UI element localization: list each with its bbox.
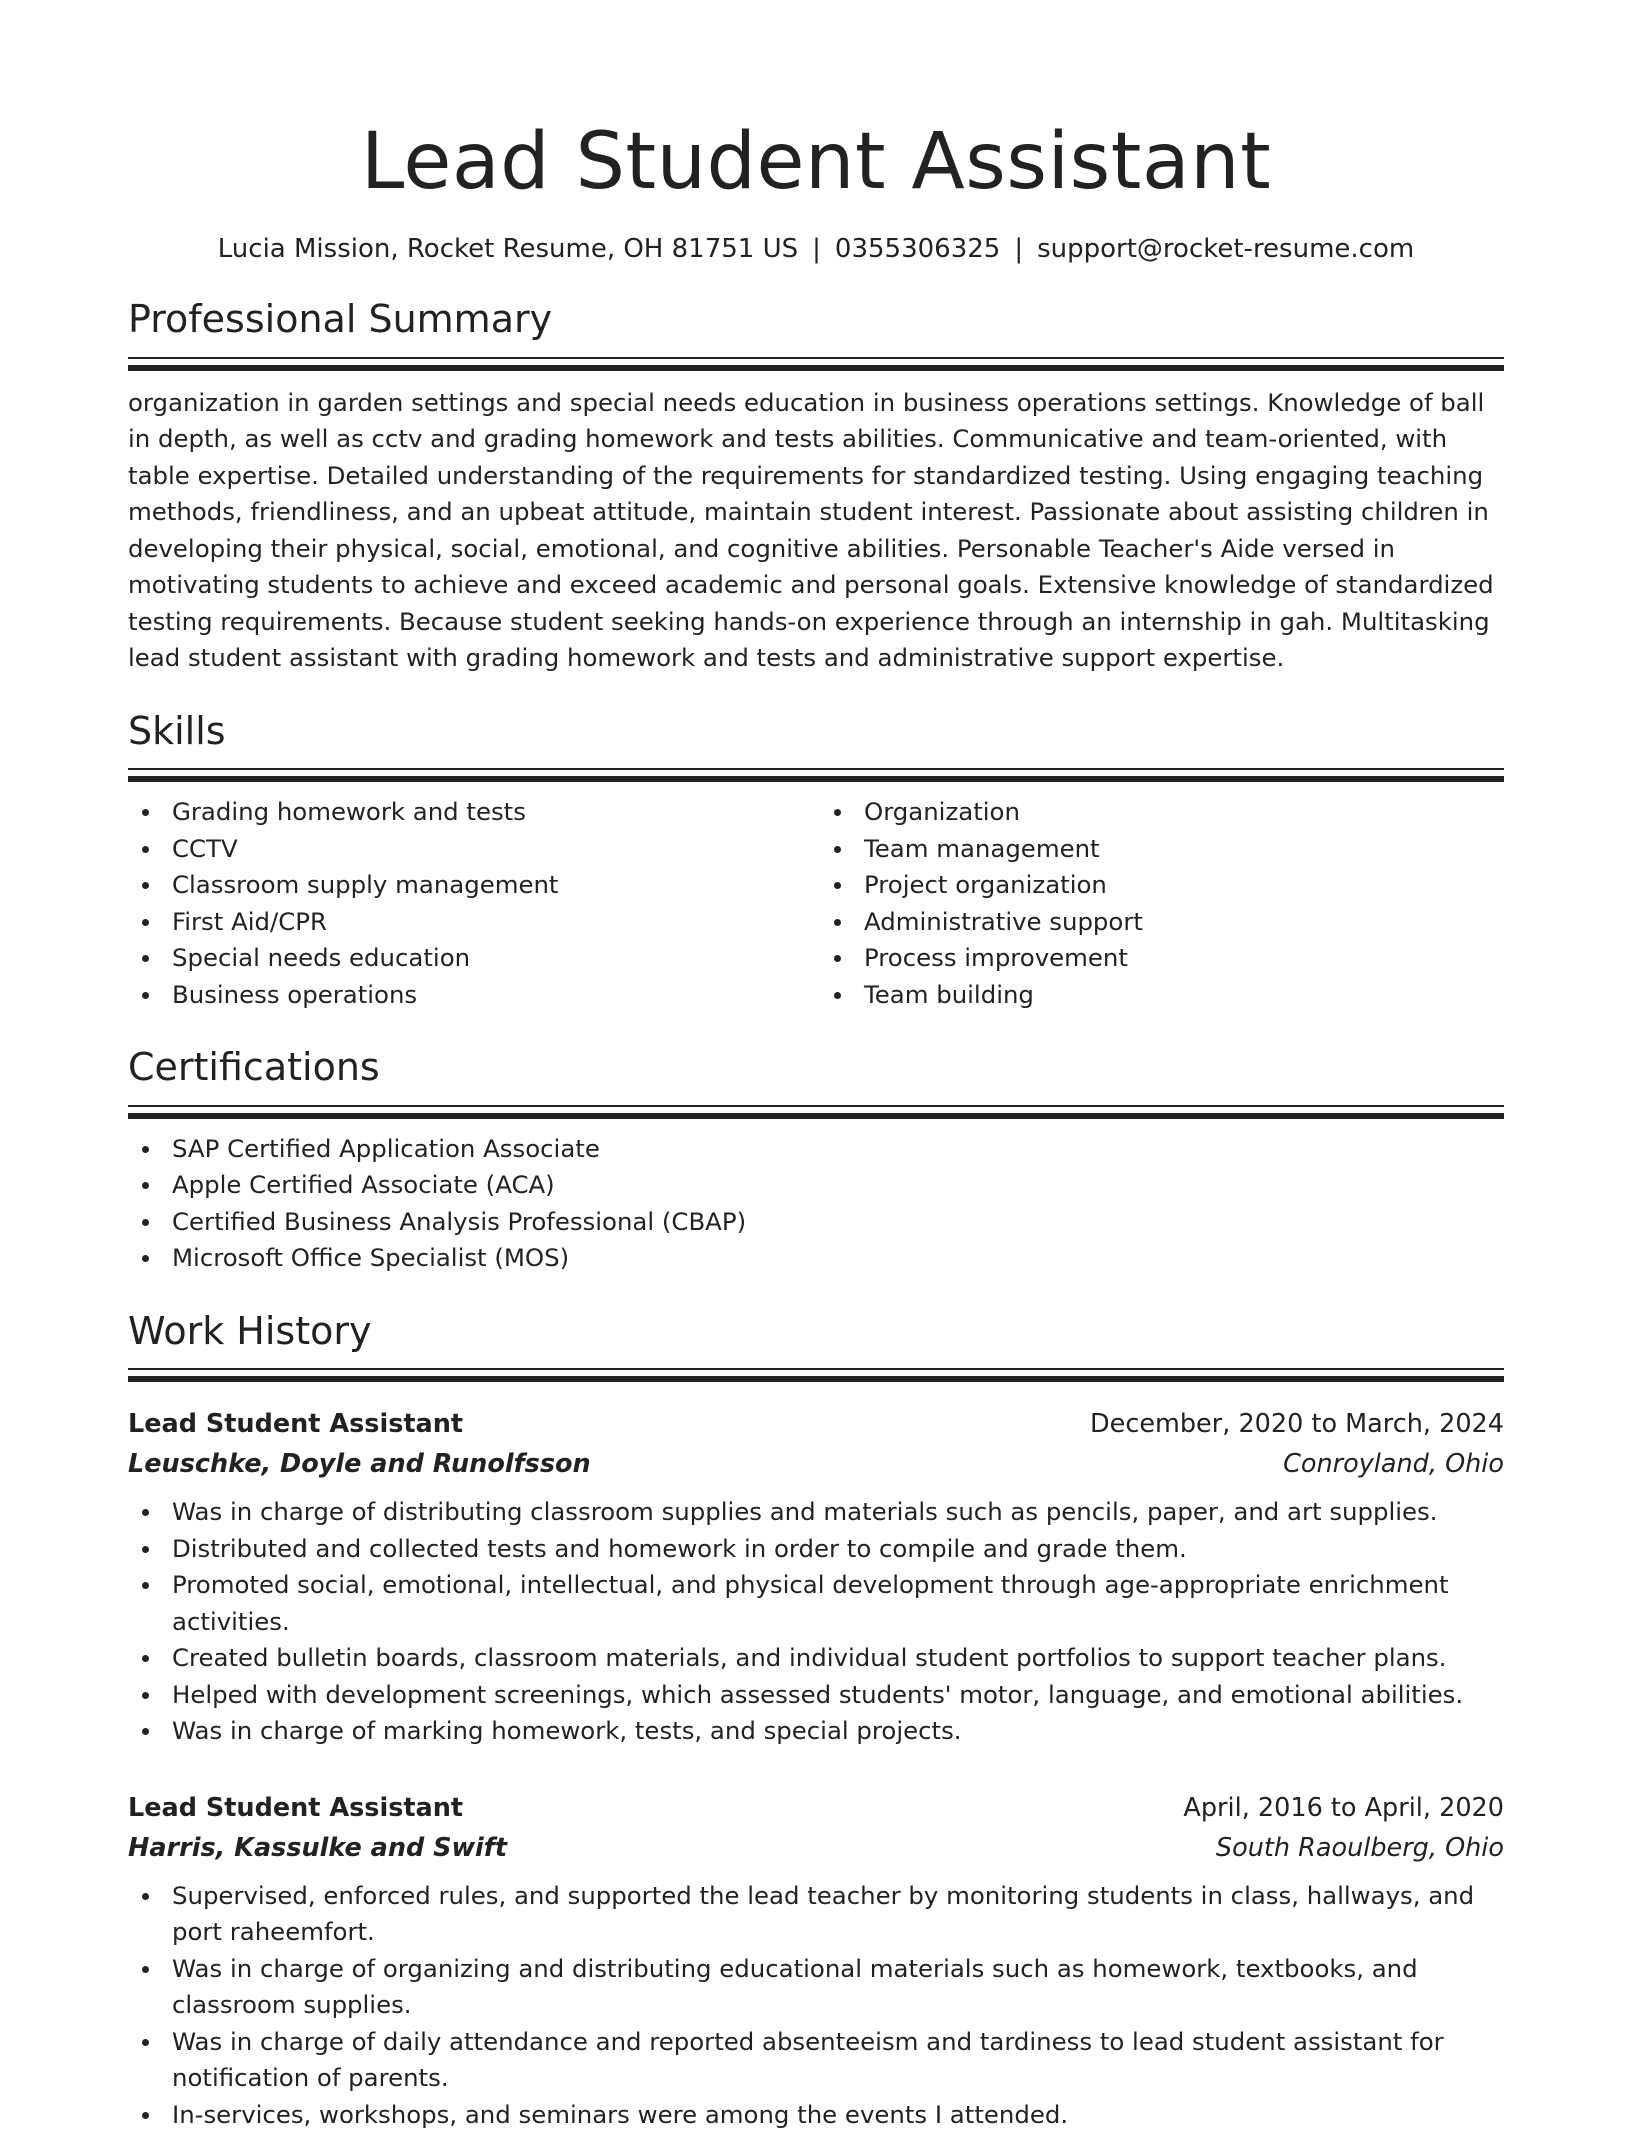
job-bullet: Was in charge of distributing classroom supplies and materials such as pencils, paper, and art supplies.	[128, 1494, 1504, 1531]
summary-text: organization in garden settings and special needs education in business operations settings. Knowledge of ball in depth, as well as cctv and grading homework and tests abilities. Communicative and team-oriented, with table expertise. Detailed understanding of the requirements for standardized testing. Using engaging teaching methods, friendliness, and an upbeat attitude, maintain student interest. Passionate about assisting children in developing their physical, social, emotional, and cognitive abilities. Personable Teacher's Aide versed in motivating students to achieve and exceed academic and personal goals. Extensive knowledge of standardized testing requirements. Because student seeking hands-on experience through an internship in gah. Multitasking lead student assistant with grading homework and tests and administrative support expertise.	[128, 387, 1494, 673]
section-professional-summary	[128, 297, 1504, 677]
job-dates: December, 2020 to March, 2024	[1090, 1409, 1504, 1440]
job-company: Harris, Kassulke and Swift	[128, 1832, 508, 1863]
section-title: Certifications	[128, 1045, 380, 1090]
skill-item: Business operations	[128, 977, 816, 1014]
job-title: Lead Student Assistant	[128, 1792, 464, 1823]
job-company-row	[128, 1828, 1504, 1868]
skill-item: Classroom supply management	[128, 867, 816, 904]
job-dates: April, 2016 to April, 2020	[1183, 1792, 1504, 1823]
job-bullets	[128, 1494, 1504, 1750]
skill-item: Organization	[820, 794, 1504, 831]
skill-item: Team building	[820, 977, 1504, 1014]
job-bullet: Created bulletin boards, classroom materials, and individual student portfolios to support teacher plans.	[128, 1640, 1504, 1677]
section-title: Skills	[128, 708, 226, 753]
certifications-list	[128, 1131, 1504, 1277]
job-bullet: Was in charge of organizing and distributing educational materials such as homework, textbooks, and classroom supplies.	[128, 1951, 1504, 2024]
contact-separator: |	[812, 233, 821, 264]
job-bullet: Was in charge of marking homework, tests, and special projects.	[128, 1713, 1504, 1750]
job-company: Leuschke, Doyle and Runolfsson	[128, 1449, 591, 1480]
job-bullet: Distributed and collected tests and homework in order to compile and grade them.	[128, 1531, 1504, 1568]
contact-line	[128, 234, 1504, 265]
job-bullet: Was in charge of daily attendance and reported absenteeism and tardiness to lead student assistant for notification of parents.	[128, 2024, 1504, 2097]
skill-item: Process improvement	[820, 940, 1504, 977]
job-header-row	[128, 1404, 1504, 1444]
certification-item: SAP Certified Application Associate	[128, 1131, 1504, 1168]
job-bullet: Supervised, enforced rules, and supported the lead teacher by monitoring students in class, hallways, and port raheemfort.	[128, 1878, 1504, 1951]
section-title: Work History	[128, 1308, 372, 1353]
certification-item: Certified Business Analysis Professional (CBAP)	[128, 1204, 1504, 1241]
contact-email: support@rocket-resume.com	[1037, 233, 1415, 264]
skill-item: Team management	[820, 831, 1504, 868]
job-company-row	[128, 1444, 1504, 1484]
contact-address: Lucia Mission, Rocket Resume, OH 81751 US	[217, 233, 799, 264]
section-divider	[128, 768, 1504, 782]
section-certifications	[128, 1045, 1504, 1277]
job-title: Lead Student Assistant	[128, 1409, 464, 1440]
resume-name: Lead Student Assistant	[360, 117, 1272, 207]
job-bullet: Promoted social, emotional, intellectual, and physical development through age-appropriate enrichment activities.	[128, 1567, 1504, 1640]
skill-item: Grading homework and tests	[128, 794, 816, 831]
section-divider	[128, 1105, 1504, 1119]
skill-item: Special needs education	[128, 940, 816, 977]
job-bullet: Helped with development screenings, which assessed students' motor, language, and emotional abilities.	[128, 1677, 1504, 1714]
section-title: Professional Summary	[128, 296, 553, 341]
skills-right-column	[816, 794, 1504, 1013]
skill-item: First Aid/CPR	[128, 904, 816, 941]
skills-grid	[128, 794, 1504, 1013]
section-divider	[128, 1368, 1504, 1382]
job-bullets	[128, 1878, 1504, 2133]
job-bullet: In-services, workshops, and seminars were among the events I attended.	[128, 2097, 1504, 2133]
skill-item: Project organization	[820, 867, 1504, 904]
certification-item: Microsoft Office Specialist (MOS)	[128, 1240, 1504, 1277]
contact-phone: 0355306325	[834, 233, 1001, 264]
section-skills	[128, 709, 1504, 1014]
job-location: South Raoulberg, Ohio	[1215, 1832, 1504, 1863]
job-header-row	[128, 1788, 1504, 1828]
skill-item: CCTV	[128, 831, 816, 868]
section-work-history	[128, 1309, 1504, 2133]
contact-separator: |	[1014, 233, 1024, 264]
certification-item: Apple Certified Associate (ACA)	[128, 1167, 1504, 1204]
section-divider	[128, 357, 1504, 371]
job-entry	[128, 1404, 1504, 1750]
job-location: Conroyland, Ohio	[1283, 1449, 1504, 1480]
skill-item: Administrative support	[820, 904, 1504, 941]
job-entry	[128, 1788, 1504, 2133]
skills-left-column	[128, 794, 816, 1013]
